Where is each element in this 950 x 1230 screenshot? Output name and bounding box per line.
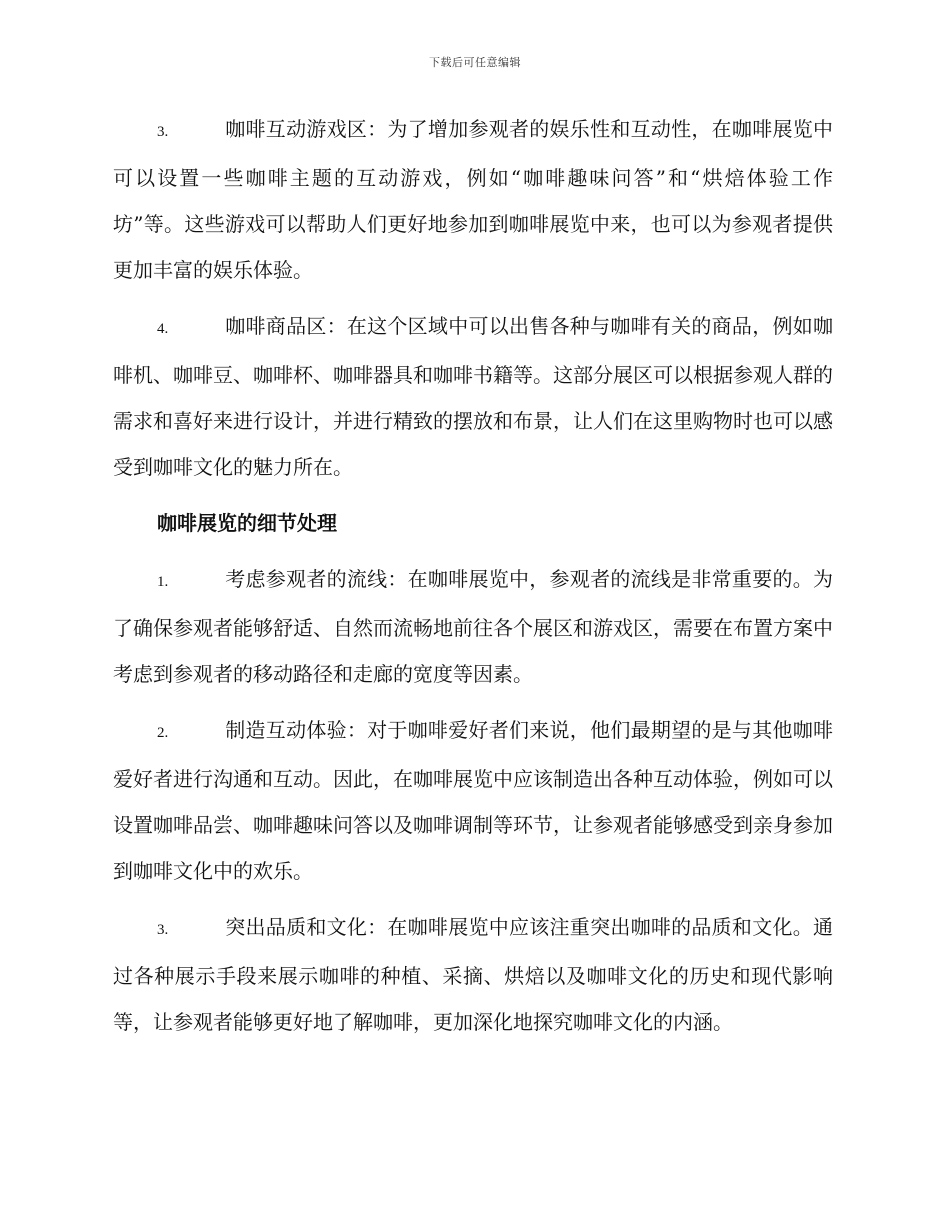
list-item-number: 3. — [157, 922, 169, 938]
list-item — [113, 556, 833, 697]
list-item-number: 3. — [157, 124, 169, 140]
section-heading: 咖啡展览的细节处理 — [157, 511, 337, 535]
list-item-number: 2. — [157, 725, 169, 741]
list-item-text: 突出品质和文化：在咖啡展览中应该注重突出咖啡的品质和文化。通过各种展示手段来展示咖啡的种植、采摘、烘焙以及咖啡文化的历史和现代影响等，让参观者能够更好地了解咖啡，更加深化地探究咖啡文化的内涵。 — [113, 915, 833, 1034]
list-item — [113, 707, 833, 894]
list-item-number: 4. — [157, 321, 169, 337]
list-item — [113, 303, 833, 490]
list-item — [113, 904, 833, 1045]
page-header: 下载后可任意编辑 — [429, 56, 521, 69]
document-body — [113, 106, 833, 1055]
list-item-text: 咖啡互动游戏区：为了增加参观者的娱乐性和互动性，在咖啡展览中可以设置一些咖啡主题的互动游戏，例如“咖啡趣味问答”和“烘焙体验工作坊”等。这些游戏可以帮助人们更好地参加到咖啡展览中来，也可以为参观者提供更加丰富的娱乐体验。 — [113, 117, 833, 282]
list-item-text: 咖啡商品区：在这个区域中可以出售各种与咖啡有关的商品，例如咖啡机、咖啡豆、咖啡杯、咖啡器具和咖啡书籍等。这部分展区可以根据参观人群的需求和喜好来进行设计，并进行精致的摆放和布景，让人们在这里购物时也可以感受到咖啡文化的魅力所在。 — [113, 314, 833, 479]
list-item-number: 1. — [157, 574, 169, 590]
list-item — [113, 106, 833, 293]
list-item-text: 考虑参观者的流线：在咖啡展览中，参观者的流线是非常重要的。为了确保参观者能够舒适、自然而流畅地前往各个展区和游戏区，需要在布置方案中考虑到参观者的移动路径和走廊的宽度等因素。 — [113, 567, 833, 686]
list-item-text: 制造互动体验：对于咖啡爱好者们来说，他们最期望的是与其他咖啡爱好者进行沟通和互动。因此，在咖啡展览中应该制造出各种互动体验，例如可以设置咖啡品尝、咖啡趣味问答以及咖啡调制等环节，让参观者能够感受到亲身参加到咖啡文化中的欢乐。 — [113, 718, 833, 883]
